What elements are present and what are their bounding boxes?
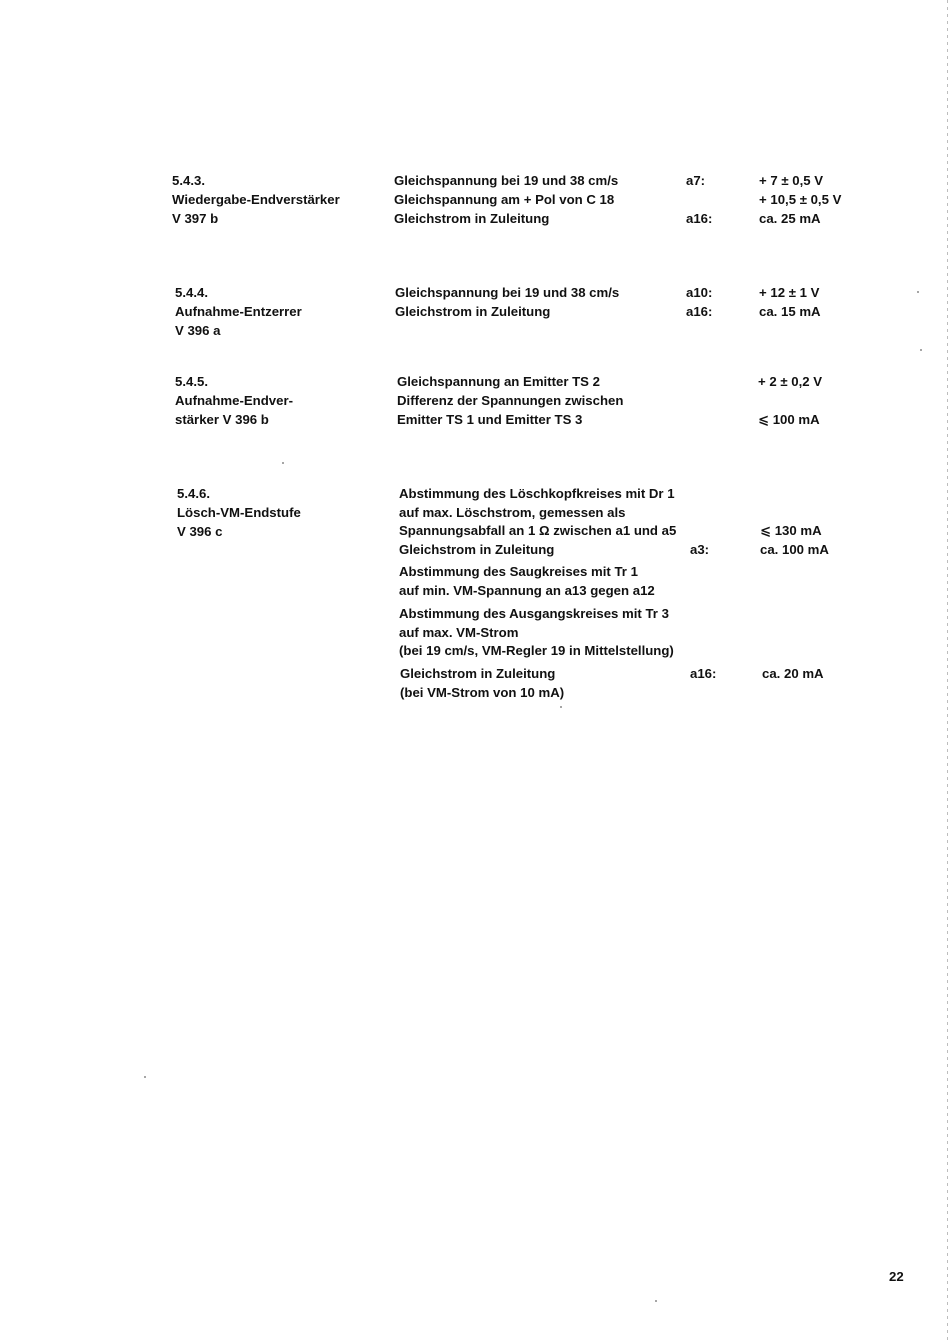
measurement-value (760, 484, 880, 503)
measurement-group (399, 484, 699, 558)
measurement-desc: Gleichstrom in Zuleitung (400, 666, 556, 681)
section-name: Aufnahme-Entzerrer (175, 304, 302, 319)
measurement-value: ca. 100 mA (760, 541, 829, 557)
measurement-value (762, 683, 882, 702)
measurement-points (686, 283, 746, 321)
section-part: V 397 b (172, 211, 219, 226)
section-title (175, 283, 375, 340)
measurement-point (690, 503, 750, 522)
measurement-points (690, 484, 750, 558)
measurement-value: ca. 20 mA (762, 666, 824, 681)
measurement-group (399, 562, 699, 599)
scan-speck (560, 706, 562, 708)
measurement-point: a16: (686, 211, 713, 226)
measurement-desc: Gleichspannung an Emitter TS 2 (397, 374, 600, 389)
measurement-point: a16: (686, 304, 713, 319)
measurement-values (759, 171, 879, 228)
page-number: 22 (889, 1269, 904, 1284)
measurement-group (400, 664, 700, 701)
measurement-point: a7: (686, 173, 706, 188)
measurement-value: + 10,5 ± 0,5 V (759, 192, 842, 207)
measurement-descriptions (394, 171, 694, 228)
measurement-group (399, 604, 699, 660)
measurement-values (762, 664, 882, 701)
measurement-points (686, 171, 746, 228)
measurement-point (690, 683, 750, 702)
measurement-desc: Gleichspannung bei 19 und 38 cm/s (395, 285, 620, 300)
measurement-point (690, 521, 750, 540)
section-name: Lösch-VM-Endstufe (177, 505, 301, 520)
measurement-desc: (bei 19 cm/s, VM-Regler 19 in Mittelstellung) (399, 643, 674, 658)
measurement-value: ca. 25 mA (759, 211, 821, 226)
scan-speck (917, 291, 919, 293)
measurement-desc: Gleichspannung bei 19 und 38 cm/s (394, 173, 619, 188)
measurement-desc: Gleichstrom in Zuleitung (395, 304, 551, 319)
measurement-desc: auf max. VM-Strom (399, 624, 519, 640)
section-title (172, 171, 372, 228)
section-title (175, 372, 375, 429)
measurement-value: ⩽ 130 mA (760, 523, 822, 538)
measurement-value: + 2 ± 0,2 V (758, 374, 823, 389)
measurement-value: ca. 15 mA (759, 304, 821, 319)
measurement-desc: Emitter TS 1 und Emitter TS 3 (397, 412, 583, 427)
measurement-desc: Differenz der Spannungen zwischen (397, 393, 624, 408)
section-name: Aufnahme-Endver- (175, 393, 293, 408)
measurement-desc: Abstimmung des Saugkreises mit Tr 1 (399, 564, 638, 579)
measurement-values (758, 372, 878, 429)
section-number: 5.4.3. (172, 173, 205, 188)
section-number: 5.4.5. (175, 374, 208, 389)
measurement-desc: Spannungsabfall an 1 Ω zwischen a1 und a5 (399, 523, 677, 538)
measurement-value (758, 391, 878, 410)
section-number: 5.4.4. (175, 285, 208, 300)
measurement-point (686, 190, 746, 209)
measurement-value: + 7 ± 0,5 V (759, 173, 824, 188)
measurement-desc: Gleichspannung am + Pol von C 18 (394, 192, 615, 207)
section-part: stärker V 396 b (175, 412, 269, 427)
measurement-desc: Abstimmung des Löschkopfkreises mit Dr 1 (399, 486, 675, 501)
measurement-point: a16: (690, 666, 717, 681)
measurement-point: a10: (686, 285, 713, 300)
measurement-values (759, 283, 879, 321)
section-name: Wiedergabe-Endverstärker (172, 192, 340, 207)
scan-speck (144, 1076, 146, 1078)
scan-speck (655, 1300, 657, 1302)
measurement-desc: Abstimmung des Ausgangskreises mit Tr 3 (399, 606, 669, 621)
section-title (177, 484, 377, 541)
measurement-desc: Gleichstrom in Zuleitung (399, 541, 555, 557)
measurement-values (760, 484, 880, 558)
measurement-point: a3: (690, 541, 710, 557)
measurement-descriptions (395, 283, 695, 321)
measurement-desc: Gleichstrom in Zuleitung (394, 211, 550, 226)
section-part: V 396 c (177, 524, 223, 539)
scan-speck (282, 462, 284, 464)
measurement-point (690, 484, 750, 503)
measurement-value: + 12 ± 1 V (759, 285, 820, 300)
measurement-points (690, 664, 750, 701)
measurement-desc: auf min. VM-Spannung an a13 gegen a12 (399, 582, 655, 598)
section-number: 5.4.6. (177, 486, 210, 501)
measurement-desc: (bei VM-Strom von 10 mA) (400, 684, 565, 700)
measurement-value: ⩽ 100 mA (758, 412, 820, 427)
measurement-descriptions (397, 372, 697, 429)
scan-edge-line (947, 0, 948, 1344)
measurement-value (760, 503, 880, 522)
section-part: V 396 a (175, 323, 221, 338)
measurement-desc: auf max. Löschstrom, gemessen als (399, 504, 626, 520)
scan-speck (920, 349, 922, 351)
